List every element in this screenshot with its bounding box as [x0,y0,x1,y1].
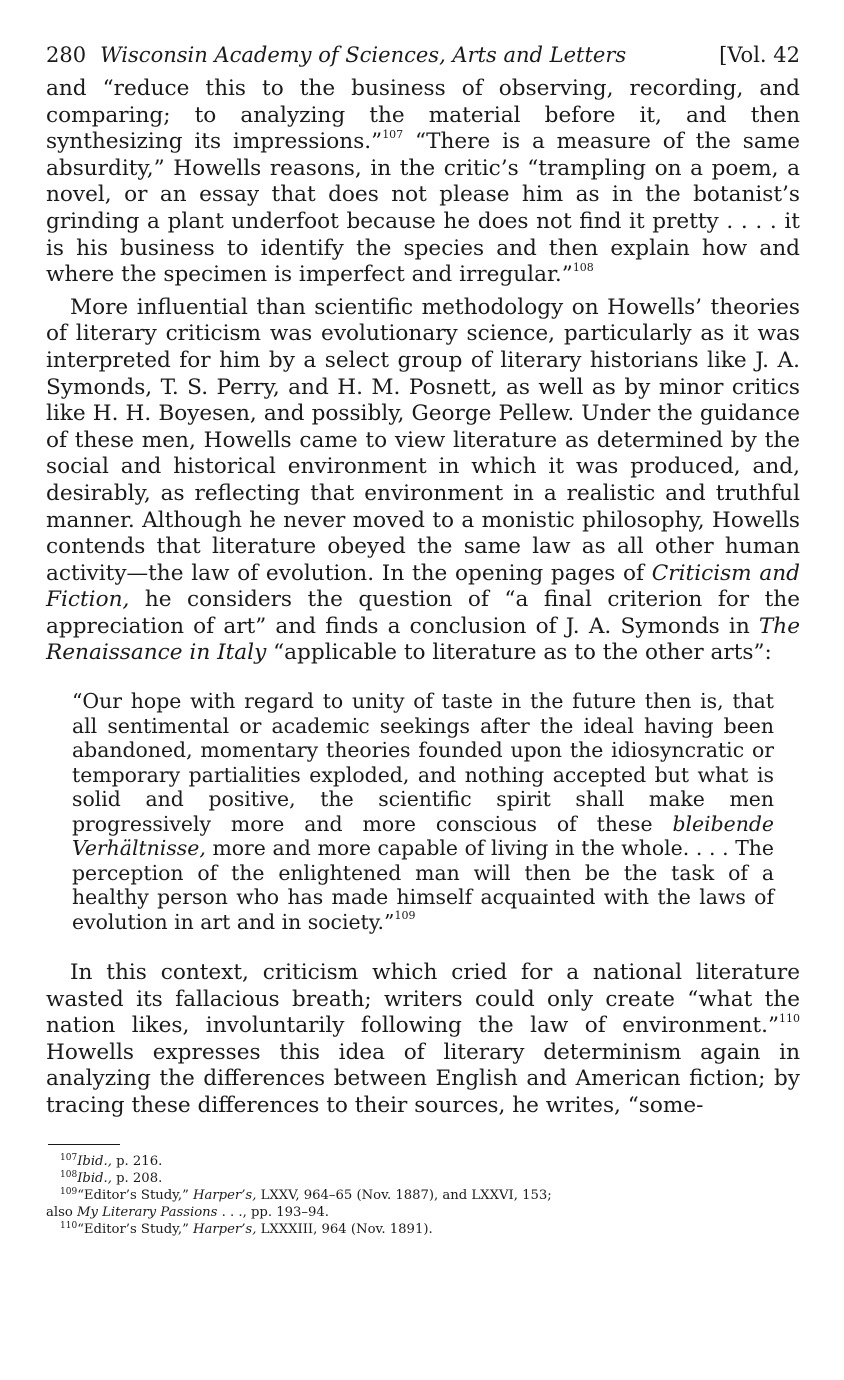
footnote-divider [48,1144,120,1145]
paragraph-text: and “reduce this to the business of observing, recording, and comparing; to analyzing the material before it, and then synthesizing its impressions.” [46,76,800,155]
footnote-italic: Ibid., [77,1170,112,1186]
footnote-108 [46,1170,800,1187]
volume-label: [Vol. 42 [719,43,800,67]
footnote-107 [46,1153,800,1170]
footnote-ref-109: 109 [394,908,416,922]
footnote-ref-108: 108 [572,261,594,275]
footnote-italic: Ibid., [77,1153,112,1169]
footnote-italic: Harper’s, [193,1187,257,1203]
running-header [46,40,800,70]
page-number: 280 [46,43,87,67]
paragraph-text: “applicable to literature as to the other arts”: [266,640,772,666]
footnote-text: p. 208. [111,1170,163,1186]
footnote-text: “Editor’s Study,” [77,1221,194,1237]
footnote-number: 108 [60,1169,78,1180]
footnote-ref-110: 110 [779,1012,800,1026]
block-quote [72,689,774,934]
book-title-criticism-and-fiction: Criticism and Fiction, [46,560,800,613]
page [46,40,800,1238]
footnote-text: “Editor’s Study,” [77,1187,194,1203]
footnote-number: 110 [60,1220,78,1231]
footnote-text: also [46,1204,77,1220]
paragraph-text: he considers the question of “a final criterion for the appreciation of art” and finds a conclusion of J. A. Symonds in [46,587,800,639]
footnote-number: 109 [60,1186,78,1197]
journal-title: Wisconsin Academy of Sciences, Arts and Letters [100,43,627,67]
footnote-ref-107: 107 [382,128,404,142]
paragraph-text: More influential than scientific methodology on Howells’ theories of literary criticism was evolutionary science, particularly as it was interpreted for him by a select group of literary historians like J. A. Symonds, T. S. Perry, and H. M. Posnett, as well as by minor critics like H. H. Boyesen, and possibly, George Pellew. Under the guidance of these men, Howells came to view literature as determined by the social and historical environment in which it was produced, and, desirably, as reflecting that environment in a realistic and truthful manner. Although he never moved to a monistic philosophy, Howells contends that literature obeyed the same law as all other human activity—the law of evolution. In the opening pages of [46,294,800,586]
footnote-italic: My Literary Passions [76,1204,218,1220]
footnote-text: LXXXIII, 964 (Nov. 1891). [256,1221,433,1237]
paragraph-2 [46,295,800,667]
footnote-text: . . ., pp. 193–94. [217,1204,329,1220]
paragraph-text: “There is a measure of the same absurdity,” Howells reasons, in the critic’s “trampling on a poem, a novel, or an essay that does not please him as in the botanist’s grinding a plant underfoot because he does not find it pretty . . . . it is his business to identify the species and then explain how and where the specimen is imperfect and irregular.” [46,129,800,288]
footnotes [46,1153,800,1238]
quote-italic-phrase: bleibende Verhältnisse, [72,811,774,861]
footnote-text: p. 216. [111,1153,163,1169]
paragraph-text: In this context, criticism which cried for a national literature wasted its fallacious breath; writers could only create “what the nation likes, involuntarily following the law of environment.” [46,960,800,1039]
footnote-italic: Harper’s, [193,1221,257,1237]
footnote-109 [46,1187,800,1204]
quote-text [72,689,774,934]
quote-text-part: “Our hope with regard to unity of taste in the future then is, that all sentimental or academic seekings after the ideal having been abandoned, momentary theories founded upon the idiosyncratic or temporary partialities exploded, and nothing accepted but what is solid and positive, the scientific spirit shall make men progressively more and more conscious of these [72,689,774,836]
footnote-109-continued [46,1204,800,1221]
quote-text-part: more and more capable of living in the whole. . . . The perception of the enlightened man will then be the task of a healthy person who has made himself acquainted with the laws of evolution in art and in society.” [72,836,774,934]
footnote-110 [46,1221,800,1238]
footnote-number: 107 [60,1152,78,1163]
paragraph-3 [46,960,800,1120]
paragraph-1 [46,76,800,289]
footnote-text: LXXV, 964–65 (Nov. 1887), and LXXVI, 153; [256,1187,552,1203]
book-title-renaissance-in-italy: The Renaissance in Italy [46,613,800,666]
paragraph-text: Howells expresses this idea of literary determinism again in analyzing the differences between English and American fiction; by tracing these differences to their sources, he writes, “some- [46,1039,800,1119]
body-text [46,76,800,1120]
